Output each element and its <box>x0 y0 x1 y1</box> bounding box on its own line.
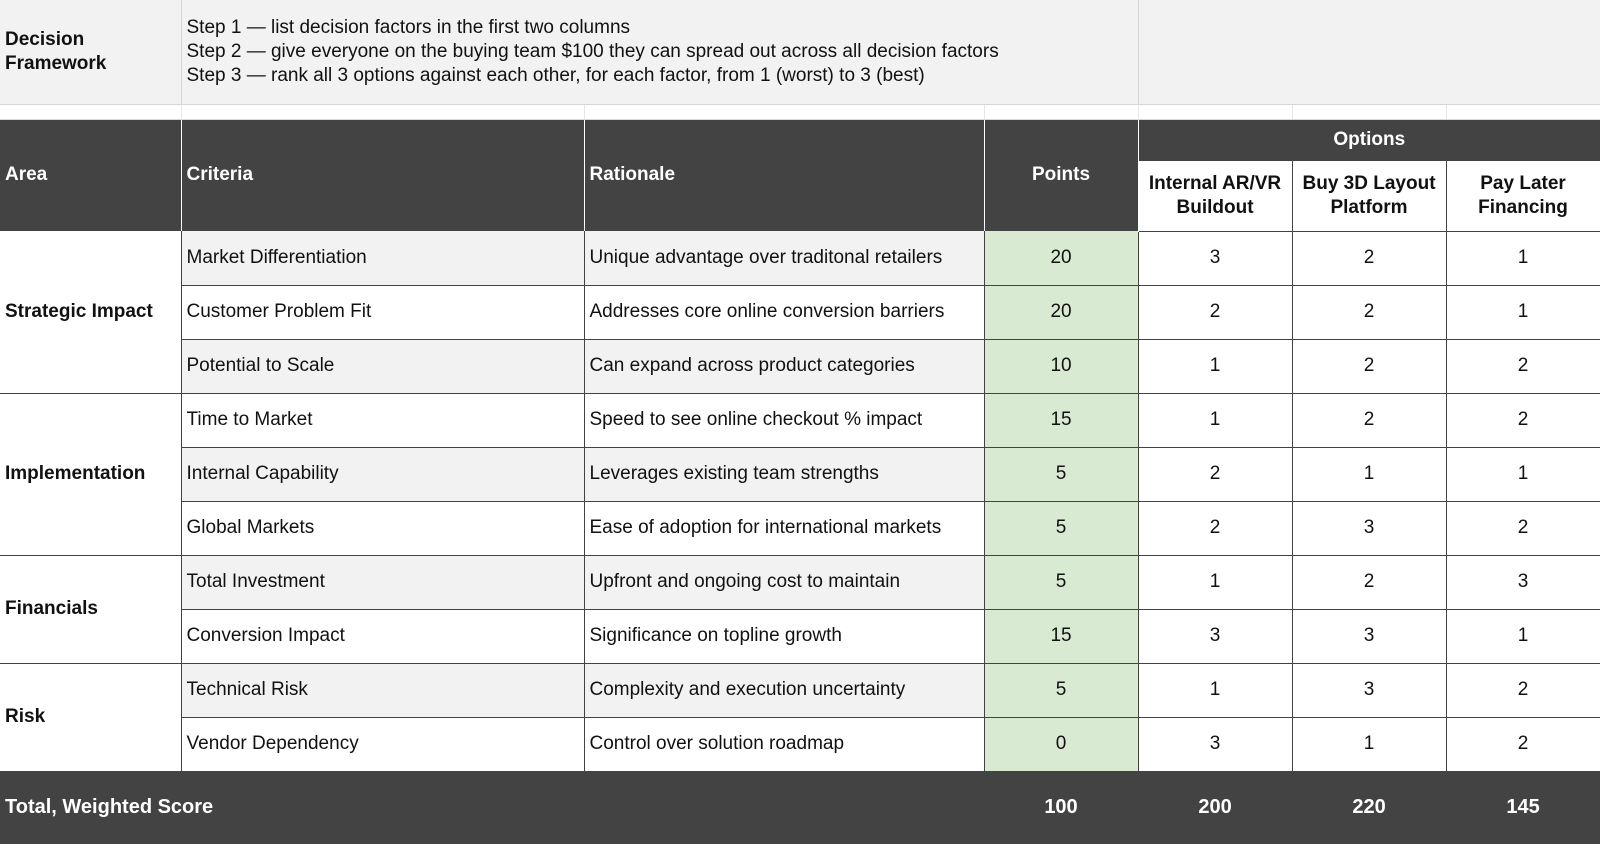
rationale-cell[interactable]: Complexity and execution uncertainty <box>584 663 984 717</box>
points-cell[interactable]: 20 <box>984 285 1138 339</box>
total-score-option-2[interactable]: 220 <box>1292 771 1446 844</box>
step-3-text: Step 3 — rank all 3 options against each other, for each factor, from 1 (worst) to 3 (best) <box>186 64 925 86</box>
spacer-cell[interactable] <box>1138 104 1292 119</box>
area-cell-strategic-impact[interactable]: Strategic Impact <box>0 231 181 393</box>
score-cell-option-3[interactable]: 1 <box>1446 231 1600 285</box>
option-header-3d-layout[interactable]: Buy 3D Layout Platform <box>1292 161 1446 232</box>
spacer-cell[interactable] <box>1292 104 1446 119</box>
score-cell-option-1[interactable]: 1 <box>1138 393 1292 447</box>
table-row <box>0 285 1600 339</box>
points-cell[interactable]: 5 <box>984 501 1138 555</box>
criteria-cell[interactable]: Total Investment <box>181 555 584 609</box>
score-cell-option-2[interactable]: 2 <box>1292 231 1446 285</box>
table-row <box>0 339 1600 393</box>
area-cell-risk[interactable]: Risk <box>0 663 181 771</box>
intro-steps[interactable] <box>181 0 1138 104</box>
score-cell-option-3[interactable]: 2 <box>1446 663 1600 717</box>
points-cell[interactable]: 5 <box>984 447 1138 501</box>
total-row <box>0 771 1600 844</box>
score-cell-option-2[interactable]: 1 <box>1292 447 1446 501</box>
table-row <box>0 555 1600 609</box>
table-row <box>0 231 1600 285</box>
score-cell-option-3[interactable]: 1 <box>1446 609 1600 663</box>
score-cell-option-2[interactable]: 3 <box>1292 501 1446 555</box>
score-cell-option-1[interactable]: 3 <box>1138 231 1292 285</box>
score-cell-option-3[interactable]: 2 <box>1446 339 1600 393</box>
intro-empty-cell[interactable] <box>1138 0 1600 104</box>
intro-row <box>0 0 1600 104</box>
score-cell-option-1[interactable]: 2 <box>1138 501 1292 555</box>
total-score-option-1[interactable]: 200 <box>1138 771 1292 844</box>
score-cell-option-2[interactable]: 2 <box>1292 555 1446 609</box>
spacer-cell[interactable] <box>0 104 181 119</box>
total-score-option-3[interactable]: 145 <box>1446 771 1600 844</box>
rationale-cell[interactable]: Upfront and ongoing cost to maintain <box>584 555 984 609</box>
criteria-cell[interactable]: Internal Capability <box>181 447 584 501</box>
spacer-row <box>0 104 1600 119</box>
spacer-cell[interactable] <box>181 104 584 119</box>
spacer-cell[interactable] <box>584 104 984 119</box>
area-cell-implementation[interactable]: Implementation <box>0 393 181 555</box>
rationale-cell[interactable]: Significance on topline growth <box>584 609 984 663</box>
intro-label[interactable]: Decision Framework <box>0 0 181 104</box>
criteria-cell[interactable]: Technical Risk <box>181 663 584 717</box>
rationale-cell[interactable]: Can expand across product categories <box>584 339 984 393</box>
score-cell-option-3[interactable]: 3 <box>1446 555 1600 609</box>
score-cell-option-3[interactable]: 1 <box>1446 447 1600 501</box>
criteria-cell[interactable]: Market Differentiation <box>181 231 584 285</box>
score-cell-option-3[interactable]: 1 <box>1446 285 1600 339</box>
header-options-title[interactable]: Options <box>1138 119 1600 161</box>
score-cell-option-1[interactable]: 2 <box>1138 285 1292 339</box>
header-rationale[interactable]: Rationale <box>584 119 984 231</box>
header-row-1 <box>0 119 1600 161</box>
score-cell-option-3[interactable]: 2 <box>1446 393 1600 447</box>
score-cell-option-2[interactable]: 3 <box>1292 609 1446 663</box>
score-cell-option-1[interactable]: 1 <box>1138 555 1292 609</box>
table-row <box>0 501 1600 555</box>
points-cell[interactable]: 10 <box>984 339 1138 393</box>
header-area[interactable]: Area <box>0 119 181 231</box>
table-row <box>0 393 1600 447</box>
header-criteria[interactable]: Criteria <box>181 119 584 231</box>
score-cell-option-2[interactable]: 2 <box>1292 285 1446 339</box>
score-cell-option-2[interactable]: 1 <box>1292 717 1446 771</box>
table-row <box>0 717 1600 771</box>
criteria-cell[interactable]: Potential to Scale <box>181 339 584 393</box>
spacer-cell[interactable] <box>984 104 1138 119</box>
total-label[interactable]: Total, Weighted Score <box>0 771 984 844</box>
area-cell-financials[interactable]: Financials <box>0 555 181 663</box>
rationale-cell[interactable]: Ease of adoption for international markets <box>584 501 984 555</box>
criteria-cell[interactable]: Conversion Impact <box>181 609 584 663</box>
criteria-cell[interactable]: Vendor Dependency <box>181 717 584 771</box>
points-cell[interactable]: 5 <box>984 663 1138 717</box>
points-cell[interactable]: 5 <box>984 555 1138 609</box>
score-cell-option-2[interactable]: 2 <box>1292 339 1446 393</box>
criteria-cell[interactable]: Global Markets <box>181 501 584 555</box>
option-header-ar-vr[interactable]: Internal AR/VR Buildout <box>1138 161 1292 232</box>
score-cell-option-1[interactable]: 2 <box>1138 447 1292 501</box>
points-cell[interactable]: 20 <box>984 231 1138 285</box>
score-cell-option-1[interactable]: 1 <box>1138 339 1292 393</box>
criteria-cell[interactable]: Customer Problem Fit <box>181 285 584 339</box>
score-cell-option-1[interactable]: 3 <box>1138 717 1292 771</box>
rationale-cell[interactable]: Speed to see online checkout % impact <box>584 393 984 447</box>
step-1-text: Step 1 — list decision factors in the first two columns <box>186 16 631 38</box>
table-row <box>0 609 1600 663</box>
header-points[interactable]: Points <box>984 119 1138 231</box>
points-cell[interactable]: 15 <box>984 609 1138 663</box>
points-cell[interactable]: 15 <box>984 393 1138 447</box>
score-cell-option-2[interactable]: 3 <box>1292 663 1446 717</box>
criteria-cell[interactable]: Time to Market <box>181 393 584 447</box>
score-cell-option-3[interactable]: 2 <box>1446 501 1600 555</box>
score-cell-option-3[interactable]: 2 <box>1446 717 1600 771</box>
table-row <box>0 447 1600 501</box>
rationale-cell[interactable]: Unique advantage over traditonal retailers <box>584 231 984 285</box>
option-header-pay-later[interactable]: Pay Later Financing <box>1446 161 1600 232</box>
score-cell-option-1[interactable]: 1 <box>1138 663 1292 717</box>
rationale-cell[interactable]: Control over solution roadmap <box>584 717 984 771</box>
spacer-cell[interactable] <box>1446 104 1600 119</box>
rationale-cell[interactable]: Addresses core online conversion barriers <box>584 285 984 339</box>
score-cell-option-1[interactable]: 3 <box>1138 609 1292 663</box>
table-row <box>0 663 1600 717</box>
rationale-cell[interactable]: Leverages existing team strengths <box>584 447 984 501</box>
total-points[interactable]: 100 <box>984 771 1138 844</box>
points-cell[interactable]: 0 <box>984 717 1138 771</box>
score-cell-option-2[interactable]: 2 <box>1292 393 1446 447</box>
step-2-text: Step 2 — give everyone on the buying team $100 they can spread out across all decision factors <box>186 40 999 62</box>
